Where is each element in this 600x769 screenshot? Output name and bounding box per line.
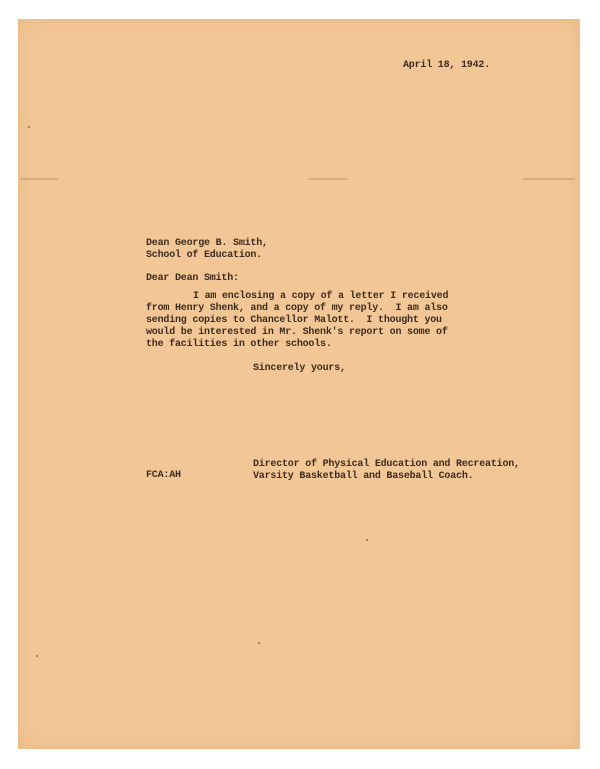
paper-speck bbox=[258, 642, 260, 644]
bleed-mark bbox=[20, 178, 58, 180]
body-line: from Henry Shenk, and a copy of my reply. I am also bbox=[146, 303, 448, 314]
recipient-name: Dean George B. Smith, bbox=[146, 238, 268, 249]
complimentary-closing: Sincerely yours, bbox=[253, 363, 346, 374]
paper-speck bbox=[28, 126, 30, 128]
body-line: sending copies to Chancellor Malott. I thought you bbox=[146, 315, 442, 326]
paper-speck bbox=[366, 539, 368, 541]
paper-speck bbox=[36, 655, 38, 657]
body-line: the facilities in other schools. bbox=[146, 339, 332, 350]
bleed-mark bbox=[523, 178, 575, 180]
body-line: I am enclosing a copy of a letter I received bbox=[193, 291, 449, 302]
body-line: would be interested in Mr. Shenk's report on some of bbox=[146, 327, 448, 338]
bleed-mark bbox=[308, 178, 348, 180]
letter-sheet bbox=[18, 19, 580, 749]
signature-title-line: Director of Physical Education and Recreation, bbox=[253, 459, 520, 470]
letter-date: April 18, 1942. bbox=[403, 60, 491, 71]
signature-title-line: Varsity Basketball and Baseball Coach. bbox=[253, 471, 474, 482]
recipient-department: School of Education. bbox=[146, 250, 263, 261]
reference-initials: FCA:AH bbox=[146, 470, 181, 481]
salutation: Dear Dean Smith: bbox=[146, 273, 239, 284]
